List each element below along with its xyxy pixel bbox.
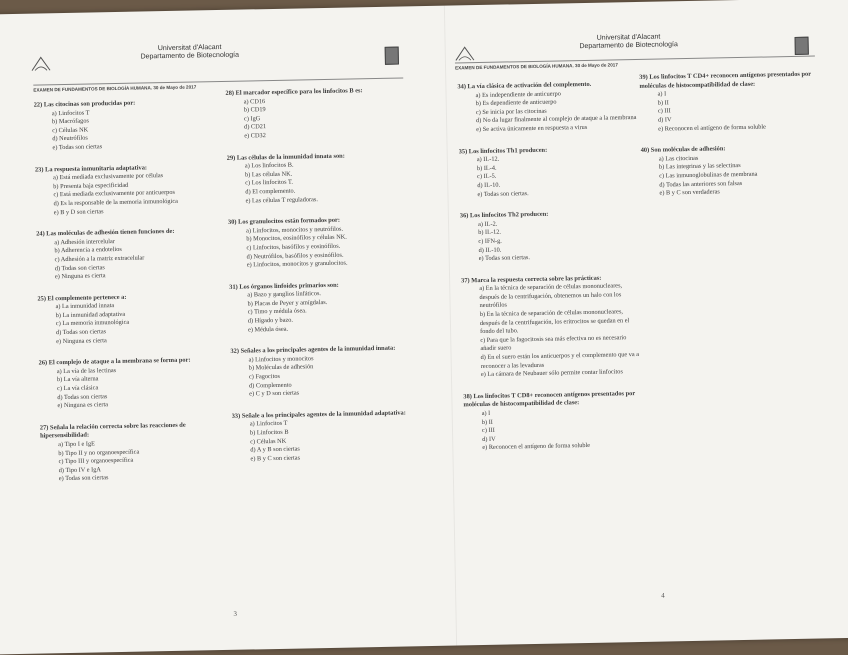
question-block [460, 209, 641, 264]
answer-option: b) Tipo II y no organoespecífica [58, 448, 140, 457]
answer-option: d) IL-10. [477, 181, 501, 190]
answer-option: d) IV [658, 116, 672, 124]
answer-option: c) Células NK [250, 437, 287, 446]
department-name: Departamento de Biotecnología [140, 51, 240, 61]
question-text: 39) Los linfocitos T CD4+ reconocen antígenos presentados por moléculas de histocompatibilidad de clase: [639, 70, 812, 90]
answer-option: b) II [481, 418, 493, 426]
answer-option: e) Las células T reguladoras. [245, 195, 318, 205]
answer-option: a) Las citocinas [658, 154, 699, 163]
answer-option: b) Las integrinas y las selectinas [658, 162, 741, 171]
answer-option: a) Linfocitos, monocitos y neutrófilos. [246, 225, 344, 235]
answer-option: b) Presenta baja especificidad [53, 181, 129, 190]
answer-option: d) No da lugar finalmente al complejo de ataque a la membrana [476, 114, 637, 125]
answer-option: b) II [657, 99, 669, 107]
answer-option: d) Hígado y bazo. [247, 316, 294, 325]
question-block [230, 344, 421, 399]
answer-option: a) La vía de las lectinas [56, 366, 117, 376]
answer-option: a) La inmunidad innata [55, 302, 115, 311]
page-number: 4 [661, 591, 665, 600]
question-text: 29) Las células de la inmunidad innata son: [226, 152, 345, 162]
answer-option: a) Linfocitos T [249, 420, 288, 428]
answer-option: b) IL-12. [478, 228, 502, 237]
answer-option: b) En la técnica de separación de células mononucleares, después de la centrifugación, los eritrocitos se quedan en el fondo del tubo. [479, 308, 630, 336]
answer-option: b) Linfocitos B [249, 428, 289, 437]
answer-option: c) Timo y médula ósea. [247, 307, 307, 316]
question-block [461, 274, 643, 381]
answer-option: e) Se activa únicamente en respuesta a virus [476, 123, 588, 134]
question-block [35, 163, 216, 218]
answer-option: b) Moléculas de adhesión [248, 363, 314, 372]
answer-option: e) Ninguna es cierta [54, 272, 106, 281]
answer-option: e) Todas son ciertas [52, 143, 103, 152]
answer-option: c) La memoria inmunológica [55, 319, 130, 328]
answer-option: a) I [481, 409, 491, 418]
question-block [232, 409, 423, 464]
answer-option: e) Todas son ciertas. [477, 189, 529, 198]
question-text: 24) Las moléculas de adhesión tienen funciones de: [36, 228, 175, 238]
university-heading [548, 33, 708, 52]
question-block [641, 144, 817, 199]
exam-page-right [455, 0, 848, 645]
answer-option: e) B y D son ciertas [53, 207, 104, 216]
question-text: 26) El complejo de ataque a la membrana se forma por: [38, 356, 191, 367]
question-block [36, 227, 217, 282]
university-logo-icon [31, 55, 51, 71]
answer-option: e) CD32 [244, 132, 266, 140]
university-logo-icon [455, 45, 475, 61]
answer-option: c) La vía clásica [57, 384, 99, 393]
answer-option: c) Tipo III y organoespecífica [58, 456, 134, 466]
department-name: Departamento de Biotecnología [579, 41, 678, 51]
answer-option: b) Macrófagos [51, 117, 89, 126]
answer-option: c) Los linfocitos T. [245, 178, 293, 187]
question-block [229, 280, 420, 335]
answer-option: e) Reconocen el antígeno de forma soluble [482, 442, 591, 452]
answer-option: d) A y B son ciertas [250, 445, 300, 454]
answer-option: e) Todas son ciertas. [478, 254, 530, 263]
answer-option: a) CD16 [243, 97, 266, 106]
answer-option: d) Neutrófilos [52, 134, 88, 143]
answer-option: e) C y D son ciertas [249, 389, 300, 398]
answer-option: c) Para que la fagocitosis sea más efectiva no es necesario añadir suero [480, 334, 627, 353]
answer-option: d) CD21 [244, 123, 267, 131]
answer-option: a) En la técnica de separación de células mononucleares, después de la centrifugación, obtenemos un halo con los neutrófilos [479, 282, 623, 310]
answer-option: d) IV [482, 435, 496, 443]
question-block [39, 356, 220, 411]
answer-option: e) B y C son verdaderas [659, 188, 720, 197]
question-text: 27) Señala la relación correcta sobre las reacciones de hipersensibilidad: [39, 421, 186, 440]
answer-option: b) La vía alterna [56, 375, 99, 384]
answer-option: a) Está mediada exclusivamente por células [53, 172, 164, 182]
answer-option: b) Las células NK. [244, 170, 293, 179]
answer-option: c) Las inmunoglobulinas de membrana [659, 170, 758, 180]
question-text: 34) La vía clásica de activación del complemento. [457, 80, 592, 91]
answer-option: a) IL-12. [476, 155, 500, 164]
answer-option: e) La cámara de Neubauer sólo permite contar linfocitos [480, 368, 623, 379]
question-block [228, 215, 419, 270]
question-text: 35) Los linfocitos Th1 producen: [458, 146, 548, 155]
question-text: 38) Los linfocitos T CD8+ reconocen antígenos presentados por moléculas de histocompatibilidad de clase: [463, 389, 636, 409]
answer-option: d) En el suero están los anticuerpos y el complemento que va a reconocer a las levaduras [480, 351, 640, 370]
answer-option: d) El complemento. [245, 187, 296, 196]
question-column-3 [457, 80, 644, 466]
answer-option: d) Todas son ciertas [57, 392, 108, 401]
answer-option: d) Todas son ciertas [54, 263, 105, 272]
answer-option: a) I [657, 90, 667, 98]
exam-page-left [33, 6, 446, 653]
seal-icon [385, 47, 399, 65]
question-text: 40) Son moléculas de adhesión: [640, 145, 726, 155]
answer-option: b) La inmunidad adaptativa [55, 310, 126, 320]
question-text: 36) Los linfocitos Th2 producen: [459, 210, 549, 220]
university-name: Universitat d'Alacant [157, 43, 222, 53]
answer-option: c) IgG [243, 115, 261, 123]
answer-option: c) III [657, 107, 671, 115]
answer-option: e) Médula ósea. [247, 325, 289, 334]
answer-option: a) Tipo I e IgE [58, 440, 96, 449]
answer-option: d) Todas son ciertas [55, 328, 107, 337]
answer-option: a) Linfocitos T [51, 109, 90, 117]
answer-option: c) Fagocitos [248, 372, 280, 381]
answer-option: b) CD19 [243, 106, 266, 114]
header-rule [455, 56, 815, 64]
answer-option: d) Tipo IV e IgA [58, 466, 101, 474]
answer-option: a) Los linfocitos B. [244, 161, 294, 170]
answer-option: c) Está mediada exclusivamente por anticuerpos [53, 189, 175, 199]
answer-option: c) Adhesión a la matriz extracelular [54, 254, 145, 264]
answer-option: c) Linfocitos, basófilos y eosinófilos. [246, 242, 341, 252]
answer-option: b) Es dependiente de anticuerpo [475, 98, 557, 108]
question-block [227, 151, 418, 206]
question-block [40, 421, 221, 485]
question-block [225, 86, 416, 141]
answer-option: c) IL-5. [477, 173, 497, 181]
question-text: 25) El complemento pertenece a: [37, 293, 127, 303]
answer-option: d) Complemento [249, 381, 292, 390]
page-fold [444, 6, 457, 646]
question-text: 30) Los granulocitos están formados por: [227, 216, 341, 226]
exam-title: EXAMEN DE FUNDAMENTOS DE BIOLOGÍA HUMANA. 30 de Mayo de 2017 [33, 84, 197, 93]
question-text: 23) La respuesta inmunitaria adaptativa: [34, 163, 148, 174]
answer-option: c) IFN-g. [478, 237, 502, 245]
answer-option: a) Es independiente de anticuerpo [475, 90, 561, 99]
answer-option: e) Reconocen el antígeno de forma soluble [658, 123, 767, 133]
question-text: 37) Marca la respuesta correcta sobre las prácticas: [461, 274, 602, 285]
answer-option: d) Todas las anteriores son falsas [659, 179, 743, 189]
university-name: Universitat d'Alacant [596, 33, 661, 42]
answer-option: a) Bazo y ganglios linfáticos. [247, 290, 322, 299]
seal-icon [795, 37, 809, 55]
question-column-4 [639, 71, 817, 212]
answer-option: b) IL-4. [476, 164, 497, 172]
page-number: 3 [233, 609, 238, 618]
answer-option: c) III [481, 426, 495, 435]
question-text: 31) Los órganos linfoides primarios son: [229, 281, 339, 291]
question-text: 32) Señales a los principales agentes de la inmunidad innata: [230, 344, 396, 356]
question-block [34, 98, 215, 153]
question-block [457, 80, 638, 135]
answer-option: b) Adherencia a endotelios [54, 246, 122, 255]
question-block [463, 390, 644, 454]
university-heading [115, 43, 265, 62]
question-column-2 [225, 86, 422, 477]
answer-option: b) Monocitos, eosinófilos y células NK. [246, 233, 347, 243]
answer-option: e) Linfocitos, monocitos y granulocitos. [246, 259, 348, 269]
question-text: 28) El marcador específico para los linfocitos B es: [225, 87, 363, 97]
answer-option: e) Todas son ciertas [58, 474, 109, 483]
answer-option: d) IL-10. [478, 246, 502, 254]
answer-option: d) Es la responsable de la memoria inmunológica [53, 197, 178, 208]
question-column-1 [34, 98, 222, 497]
question-block [639, 71, 815, 135]
answer-option: a) IL-2. [477, 220, 498, 228]
answer-option: a) Adhesión intercelular [54, 237, 115, 246]
question-text: 33) Señale a los principales agentes de la inmunidad adaptativa: [231, 409, 406, 420]
question-text: 22) Las citocinas son producidas por: [33, 99, 136, 109]
answer-option: a) Linfocitos y monocitos [248, 355, 314, 364]
answer-option: e) Ninguna es cierta [57, 401, 109, 410]
answer-option: c) Se inicia por las citocinas [475, 107, 547, 116]
answer-option: c) Células NK [52, 126, 89, 134]
answer-option: e) Ninguna es cierta [56, 336, 107, 345]
answer-option: e) B y C son ciertas [250, 454, 301, 463]
question-block [459, 145, 640, 200]
exam-title: EXAMEN DE FUNDAMENTOS DE BIOLOGÍA HUMANA. 30 de Mayo de 2017 [455, 62, 618, 71]
answer-option: b) Placas de Peyer y amígdalas. [247, 298, 328, 308]
answer-option: d) Neutrófilos, basófilos y eosinófilos. [246, 251, 344, 261]
question-block [37, 292, 218, 347]
header-rule [33, 77, 403, 85]
